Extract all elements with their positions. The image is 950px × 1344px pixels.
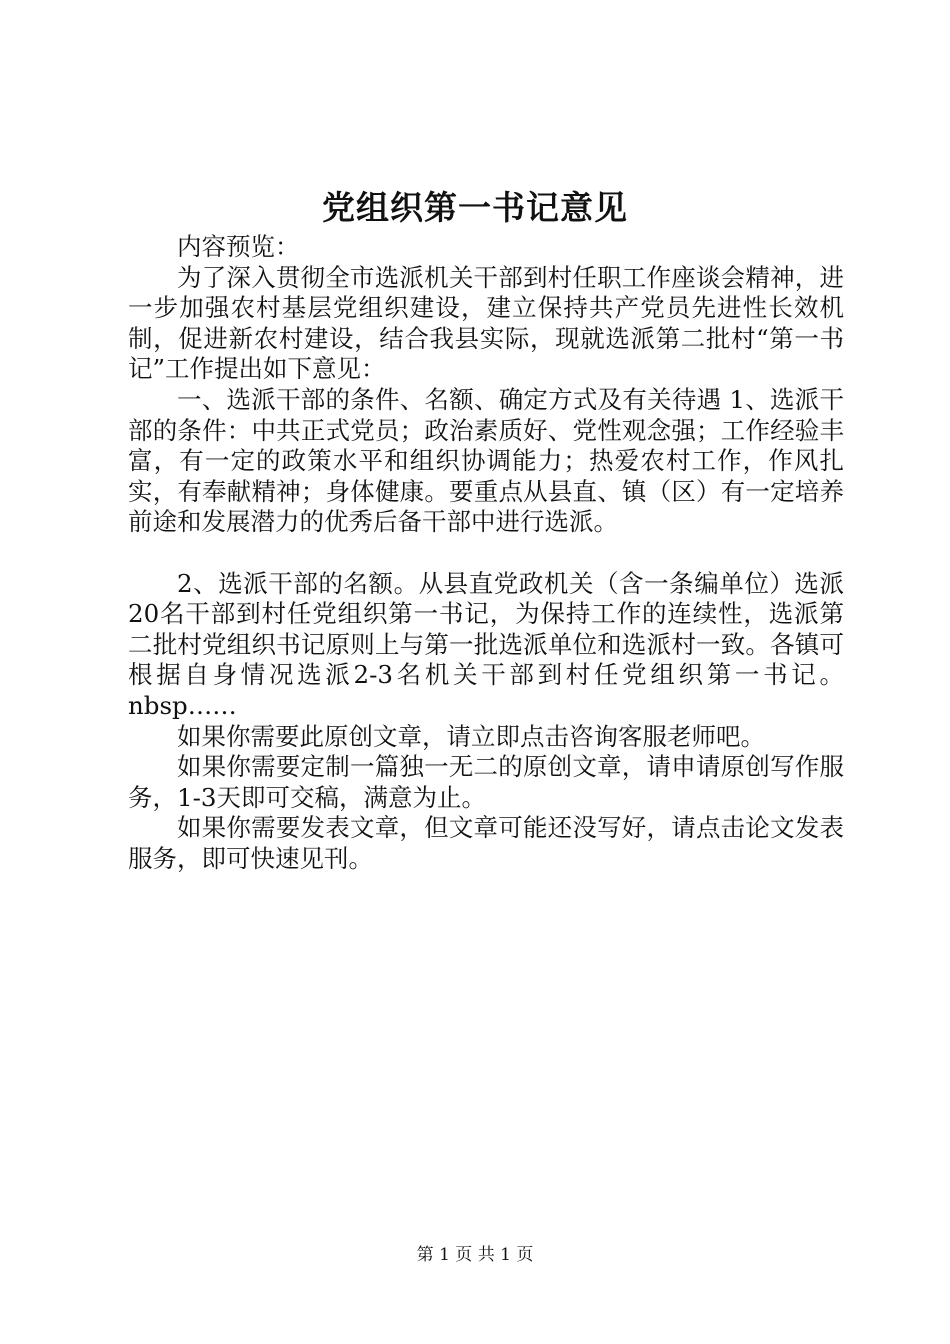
page-number-footer: 第 1 页 共 1 页 xyxy=(416,1245,534,1265)
paragraph-custom-writing: 如果你需要定制一篇独一无二的原创文章，请申请原创写作服务，1-3天即可交稿，满意为止。 xyxy=(128,752,844,812)
paragraph-section-1: 一、选派干部的条件、名额、确定方式及有关待遇 1、选派干部的条件：中共正式党员；政治素质好、党性观念强；工作经验丰富，有一定的政策水平和组织协调能力；热爱农村工作，作风扎实，有奉献精神；身体健康。要重点从县直、镇（区）有一定培养前途和发展潜力的优秀后备干部中进行选派。 xyxy=(128,384,844,537)
document-body xyxy=(128,232,844,874)
preview-label: 内容预览： xyxy=(177,232,300,261)
paragraph-section-2: 2、选派干部的名额。从县直党政机关（含一条编单位）选派20名干部到村任党组织第一书记，为保持工作的连续性，选派第二批村党组织书记原则上与第一批选派单位和选派村一致。各镇可根据自身情况选派2-3名机关干部到村任党组织第一书记。nbsp…… xyxy=(128,568,844,720)
document-title: 党组织第一书记意见 xyxy=(322,188,628,227)
paragraph-publishing-service: 如果你需要发表文章，但文章可能还没写好，请点击论文发表服务，即可快速见刊。 xyxy=(128,813,844,873)
paragraph-intro: 为了深入贯彻全市选派机关干部到村任职工作座谈会精神，进一步加强农村基层党组织建设，建立保持共产党员先进性长效机制，促进新农村建设，结合我县实际，现就选派第二批村“第一书记”工作提出如下意见： xyxy=(128,262,844,384)
paragraph-consult-service: 如果你需要此原创文章，请立即点击咨询客服老师吧。 xyxy=(177,721,765,751)
